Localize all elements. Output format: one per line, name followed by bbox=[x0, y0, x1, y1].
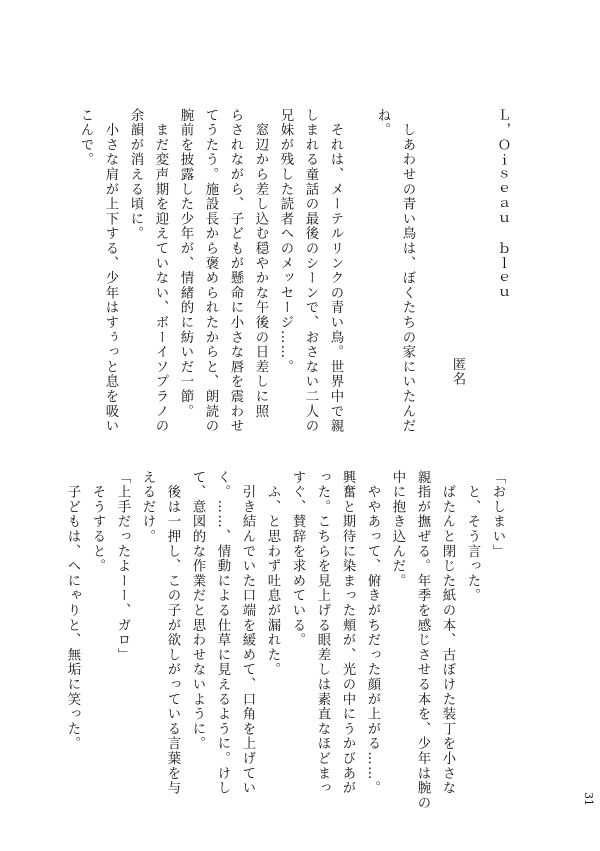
text-line: 後は一押し、この子が欲しがっている言葉を与 bbox=[165, 470, 180, 796]
text-line: まだ変声期を迎えていない、ボーイソプラノの bbox=[153, 108, 168, 434]
text-line: と、そう言った。 bbox=[465, 470, 480, 604]
text-line: しあわせの青い鳥は、ぼくたちの家にいたんだ bbox=[400, 108, 415, 434]
text-line: それは、メーテルリンクの青い鳥。世界中で親 bbox=[328, 108, 343, 434]
text-line: すぐ、賛辞を求めている。 bbox=[290, 470, 305, 648]
text-line: ふ、と思わず吐息が漏れた。 bbox=[265, 470, 280, 678]
text-line: 兄妹が残した読者へのメッセージ……。 bbox=[278, 108, 293, 375]
text-line: 子どもは、へにゃりと、無垢に笑った。 bbox=[65, 470, 80, 752]
text-line: ぱたんと閉じた紙の本、古ぼけた装丁を小さな bbox=[440, 470, 455, 796]
text-line: て、意図的な作業だと思わせないように。 bbox=[190, 470, 205, 752]
story-title: Ｌ，Ｏｉｓｅａｕ ｂｌｅｕ bbox=[495, 108, 510, 301]
text-line: 中に抱き込んだ。 bbox=[390, 470, 405, 589]
text-line: 窓辺から差し込む穏やかな午後の日差しに照 bbox=[253, 108, 268, 419]
text-line: 「上手だったよーー、ガロ」 bbox=[115, 470, 130, 663]
text-line: 引き結んでいた口端を緩めて、口角を上げてい bbox=[240, 470, 255, 796]
text-line: 興奮と期待に染まった頬が、光の中にうかびあが bbox=[340, 470, 355, 796]
page-number: 31 bbox=[582, 792, 595, 806]
text-line: った。こちらを見上げる眼差しは素直なほどまっ bbox=[315, 470, 330, 796]
text-line: ね。 bbox=[375, 108, 390, 138]
text-line: ややあって、俯きがちだった顔が上がる……。 bbox=[365, 470, 380, 796]
text-line: 余韻が消える頃に。 bbox=[128, 108, 143, 242]
text-line: えるだけ。 bbox=[140, 470, 155, 544]
text-line: 小さな肩が上下する、少年はすぅっと息を吸い bbox=[103, 108, 118, 434]
text-line: く。……、情動による仕草に見えるように。けし bbox=[215, 470, 230, 796]
author-name: 匿名 bbox=[450, 357, 465, 387]
text-line: てうたう。施設長から褒められたからと、朗読の bbox=[203, 108, 218, 434]
text-line: らされながら、子どもが懸命に小さな唇を震わせ bbox=[228, 108, 243, 434]
text-line: 親指が撫ぜる。年季を感じさせる本を、少年は腕の bbox=[415, 470, 430, 811]
text-line: そうすると。 bbox=[90, 470, 105, 574]
text-line: 腕前を披露した少年が、情緒的に紡いだ一節。 bbox=[178, 108, 193, 419]
text-line: しまれる童話の最後のシーンで、おさない二人の bbox=[303, 108, 318, 434]
text-line: 「おしまい」 bbox=[490, 470, 505, 559]
text-line: こんで。 bbox=[78, 108, 93, 168]
